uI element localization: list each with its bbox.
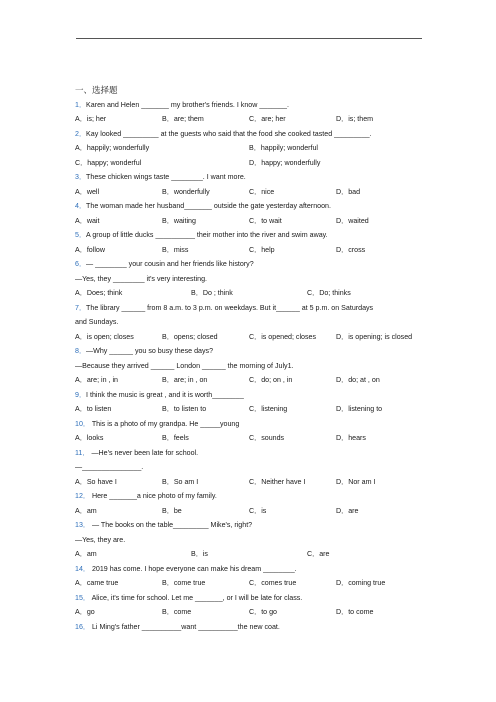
answer-option[interactable]: D．to come <box>336 608 374 616</box>
options-row <box>75 576 425 591</box>
answer-option[interactable]: C．comes true <box>249 579 297 587</box>
questions-container <box>75 98 425 635</box>
options-row <box>75 185 425 200</box>
answer-option[interactable]: D．bad <box>336 187 361 196</box>
answer-option[interactable]: A．go <box>75 608 95 616</box>
answer-option[interactable]: B．miss <box>162 245 189 254</box>
question-text: —He's never been late for school. <box>89 448 199 457</box>
question-stem <box>75 388 425 403</box>
question-stem <box>75 591 425 606</box>
question-list <box>75 83 425 634</box>
answer-option[interactable]: D．cross <box>336 245 366 254</box>
options-row <box>75 373 425 388</box>
question-number: 1． <box>75 100 87 109</box>
answer-option[interactable]: D．waited <box>336 216 369 225</box>
options-row <box>75 330 425 345</box>
header-rule <box>76 38 422 39</box>
answer-option[interactable]: B．Do ; think <box>191 289 233 297</box>
answer-option[interactable]: B．come <box>162 608 192 616</box>
answer-option[interactable]: A．well <box>75 187 100 196</box>
answer-option[interactable]: B．come true <box>162 579 206 587</box>
options-row <box>75 475 425 490</box>
options-row <box>75 547 425 562</box>
options-row <box>75 214 425 229</box>
options-row <box>75 112 425 127</box>
question-stem <box>75 301 425 316</box>
answer-option[interactable]: C．is opened; closes <box>249 332 317 341</box>
answer-option[interactable]: D．coming true <box>336 579 386 587</box>
answer-option[interactable]: A．are; in , in <box>75 376 118 384</box>
answer-option[interactable]: A．happily; wonderfully <box>75 144 150 152</box>
answer-option[interactable]: A．to listen <box>75 405 112 413</box>
answer-option[interactable]: D．hears <box>336 434 366 442</box>
question-number: 14． <box>75 564 90 573</box>
question-number: 7． <box>75 303 87 312</box>
answer-option[interactable]: D．do; at , on <box>336 376 380 384</box>
question-text: Kay looked _________ at the guests who said that the food she cooked tasted _________. <box>86 129 372 138</box>
question-stem <box>75 489 425 504</box>
answer-option[interactable]: B．are; in , on <box>162 376 208 384</box>
question-number: 12． <box>75 492 90 500</box>
question-text: 2019 has come. I hope everyone can make his dream ________. <box>89 564 297 573</box>
answer-option[interactable]: D．is; them <box>336 115 374 123</box>
question-text: — The books on the table_________ Mike's, right? <box>89 521 253 529</box>
question-number: 16． <box>75 622 90 631</box>
question-stem <box>75 446 425 461</box>
question-number: 15． <box>75 593 90 602</box>
answer-option[interactable]: D．is opening; is closed <box>336 332 413 341</box>
answer-option[interactable]: A．So have I <box>75 477 117 486</box>
answer-option[interactable]: C．to wait <box>249 216 282 225</box>
question-stem <box>75 170 425 185</box>
answer-option[interactable]: C．sounds <box>249 434 285 442</box>
options-row <box>75 141 425 156</box>
options-row <box>75 243 425 258</box>
answer-option[interactable]: B．happily; wonderful <box>249 144 319 152</box>
answer-option[interactable]: B．opens; closed <box>162 332 218 341</box>
question-text: The library ______ from 8 a.m. to 3 p.m. on weekdays. But it______ at 5 p.m. on Saturdays <box>86 303 374 312</box>
question-number: 11． <box>75 448 90 457</box>
question-text: This is a photo of my grandpa. He _____young <box>89 419 240 428</box>
question-stem <box>75 518 425 533</box>
answer-option[interactable]: C．happy; wonderful <box>75 158 142 167</box>
question-text: I think the music is great , and it is worth________ <box>86 390 244 399</box>
question-number: 2． <box>75 129 87 138</box>
options-row <box>75 431 425 446</box>
answer-option[interactable]: A．looks <box>75 434 104 442</box>
answer-option[interactable]: A．Does; think <box>75 289 123 297</box>
answer-option[interactable]: A．is; her <box>75 115 107 123</box>
answer-option[interactable]: D．Nor am I <box>336 477 376 486</box>
question-text: These chicken wings taste ________. I want more. <box>86 173 246 181</box>
question-text: A group of little ducks __________ their mother into the river and swim away. <box>86 231 328 239</box>
answer-option[interactable]: D．happy; wonderfully <box>249 158 321 167</box>
answer-option[interactable]: C．are <box>307 550 330 558</box>
answer-option[interactable]: C．to go <box>249 608 277 616</box>
question-text: Here _______a nice photo of my family. <box>89 492 217 500</box>
question-text: — ________ your cousin and her friends like history? <box>86 260 254 268</box>
question-number: 10． <box>75 419 90 428</box>
answer-option[interactable]: C．Do; thinks <box>307 289 351 297</box>
answer-option[interactable]: B．feels <box>162 434 189 442</box>
answer-option[interactable]: A．came true <box>75 579 119 587</box>
answer-option[interactable]: B．waiting <box>162 216 196 225</box>
answer-option[interactable]: D．listening to <box>336 405 383 413</box>
question-number: 13． <box>75 521 90 529</box>
answer-option[interactable]: A．am <box>75 550 97 558</box>
question-number: 3． <box>75 173 87 181</box>
section-title: 一、选择题 <box>75 85 118 95</box>
question-stem <box>75 562 425 577</box>
question-text: The woman made her husband_______ outside the gate yesterday afternoon. <box>86 202 331 210</box>
options-row <box>75 504 425 519</box>
answer-option[interactable]: C．listening <box>249 405 288 413</box>
question-number: 6． <box>75 260 87 268</box>
answer-option[interactable]: B．So am I <box>162 477 199 486</box>
options-row <box>75 286 425 301</box>
question-stem <box>75 620 425 635</box>
options-row <box>75 156 425 171</box>
question-number: 4． <box>75 202 87 210</box>
question-text: —Why ______ you so busy these days? <box>86 347 214 355</box>
answer-option[interactable]: C．do; on , in <box>249 376 293 384</box>
answer-option[interactable]: A．is open; closes <box>75 332 134 341</box>
question-stem <box>75 127 425 142</box>
answer-option[interactable]: B．be <box>162 506 182 515</box>
answer-option[interactable]: A．follow <box>75 245 105 254</box>
question-continuation: —_______________. <box>75 463 144 471</box>
options-row <box>75 402 425 417</box>
answer-option[interactable]: B．are; them <box>162 115 204 123</box>
question-text: Karen and Helen _______ my brother's friends. I know _______. <box>86 100 289 109</box>
question-number: 9． <box>75 390 87 399</box>
question-stem <box>75 98 425 113</box>
answer-option[interactable]: D．are <box>336 506 359 515</box>
question-text: Li Ming's father __________want __________the new coat. <box>89 622 280 631</box>
question-stem <box>75 344 425 359</box>
answer-option[interactable]: C．nice <box>249 187 275 196</box>
question-stem <box>75 199 425 214</box>
question-stem <box>75 257 425 272</box>
question-continuation: —Yes, they are. <box>75 535 126 544</box>
question-number: 5． <box>75 231 87 239</box>
options-row <box>75 605 425 620</box>
question-continuation: and Sundays. <box>75 318 119 326</box>
question-continuation: —Because they arrived ______ London ______ the morning of July1. <box>75 361 294 370</box>
answer-option[interactable]: C．is <box>249 506 267 515</box>
question-stem <box>75 228 425 243</box>
answer-option[interactable]: B．to listen to <box>162 405 207 413</box>
question-number: 8． <box>75 347 87 355</box>
question-continuation: —Yes, they ________ it's very interesting. <box>75 274 208 283</box>
answer-option[interactable]: C．help <box>249 245 275 254</box>
answer-option[interactable]: C．Neither have I <box>249 477 306 486</box>
answer-option[interactable]: C．are; her <box>249 115 286 123</box>
answer-option[interactable]: B．wonderfully <box>162 187 210 196</box>
answer-option[interactable]: B．is <box>191 550 208 558</box>
answer-option[interactable]: A．wait <box>75 216 100 225</box>
answer-option[interactable]: A．am <box>75 506 97 515</box>
question-stem <box>75 417 425 432</box>
question-text: Alice, it's time for school. Let me _______, or I will be late for class. <box>89 593 303 602</box>
